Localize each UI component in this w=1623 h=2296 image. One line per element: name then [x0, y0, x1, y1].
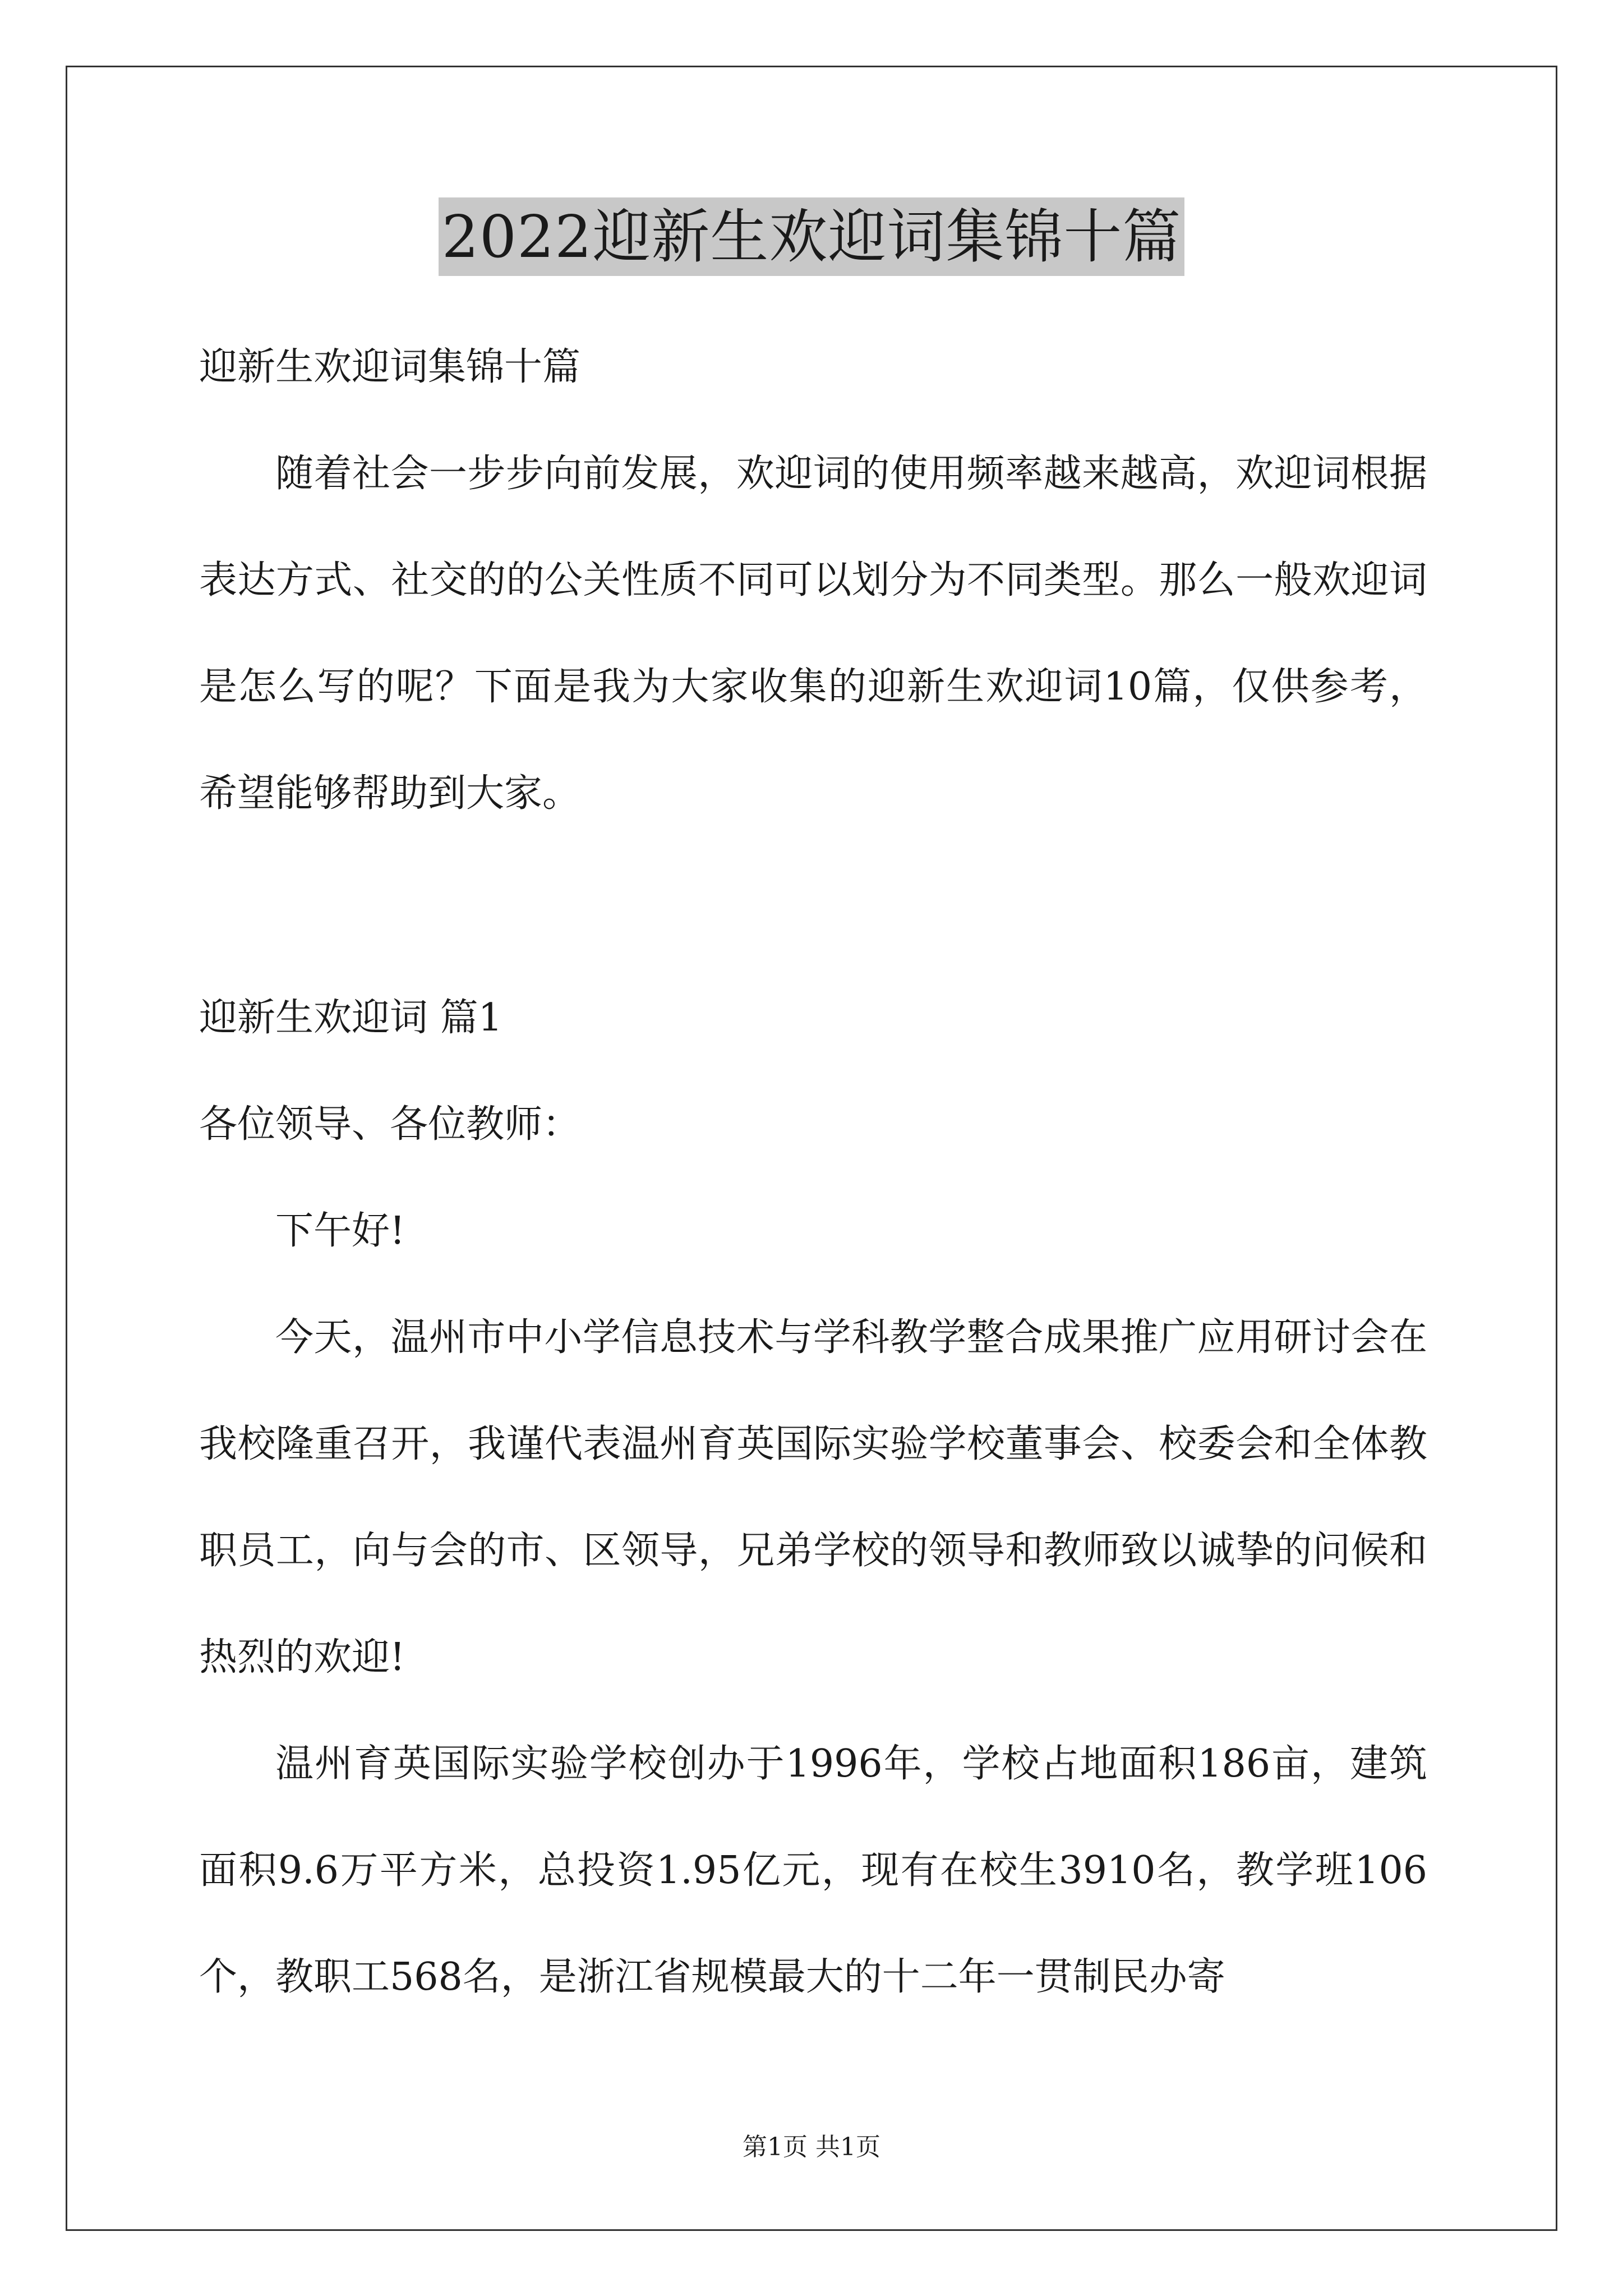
title-wrap: [0, 197, 1623, 276]
document-title: 2022迎新生欢迎词集锦十篇: [439, 197, 1185, 276]
subtitle: 迎新生欢迎词集锦十篇: [199, 345, 581, 389]
greeting: 下午好!: [275, 1209, 405, 1253]
section-heading: 迎新生欢迎词 篇1: [199, 996, 502, 1040]
page-number: 第1页 共1页: [743, 2133, 880, 2161]
intro-paragraph: 随着社会一步步向前发展，欢迎词的使用频率越来越高，欢迎词根据表达方式、社交的的公关性质不同可以划分为不同类型。那么一般欢迎词是怎么写的呢？下面是我为大家收集的迎新生欢迎词10篇，仅供参考，希望能够帮助到大家。: [199, 452, 1427, 816]
body-paragraph-1: 今天，温州市中小学信息技术与学科教学整合成果推广应用研讨会在我校隆重召开，我谨代表温州育英国际实验学校董事会、校委会和全体教职员工，向与会的市、区领导，兄弟学校的领导和教师致以诚挚的问候和热烈的欢迎!: [199, 1315, 1427, 1680]
salutation: 各位领导、各位教师：: [199, 1102, 581, 1147]
page-footer: [0, 2131, 1623, 2164]
body-paragraph-2: 温州育英国际实验学校创办于1996年，学校占地面积186亩，建筑面积9.6万平方米，总投资1.95亿元，现有在校生3910名，教学班106个，教职工568名，是浙江省规模最大的十二年一贯制民办寄: [199, 1742, 1427, 1999]
document-body: [199, 314, 1427, 2031]
